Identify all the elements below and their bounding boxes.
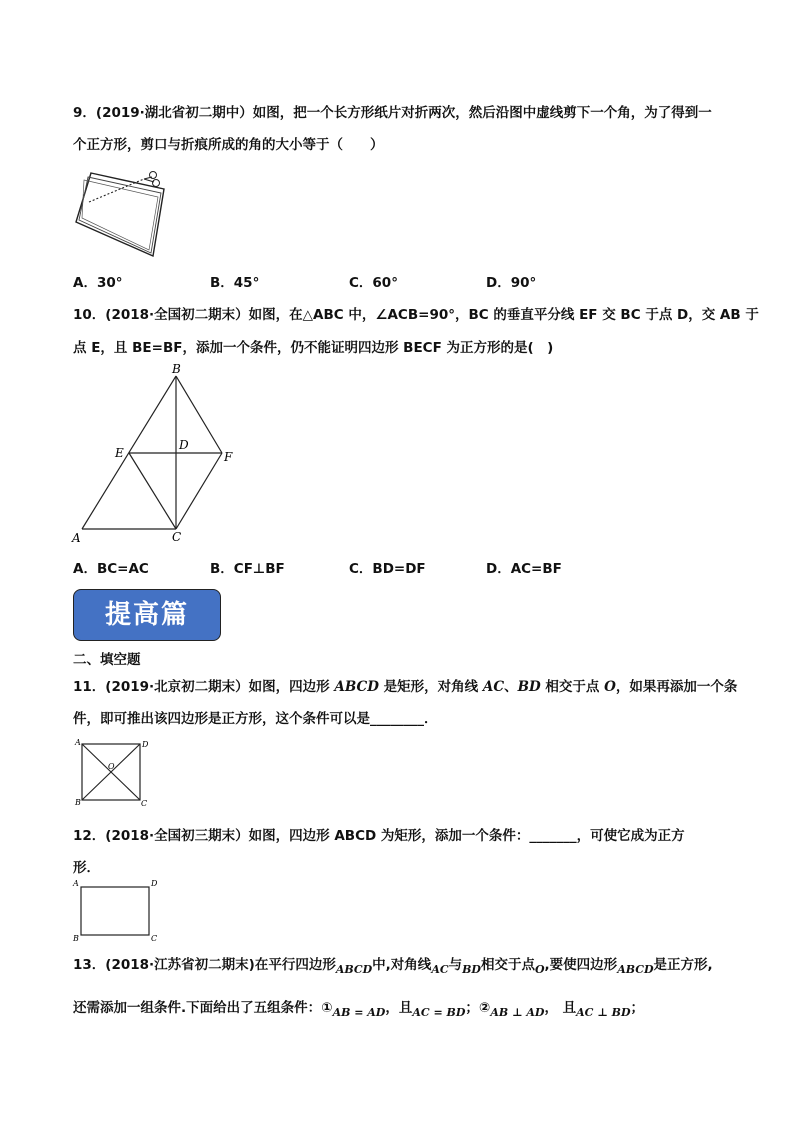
q10-option-a: A．BC=AC xyxy=(73,561,149,577)
q13-line1 xyxy=(73,953,713,976)
q9-option-c: C．60° xyxy=(349,275,398,291)
q10-option-c: C．BD=DF xyxy=(349,561,426,577)
section-banner-text: 提高篇 xyxy=(104,600,189,630)
q12-line2: 形． xyxy=(73,860,100,876)
q13-text-5: ,要使四边形 xyxy=(544,957,618,973)
q10-figure xyxy=(68,360,248,550)
q12-label-d: D xyxy=(151,879,158,888)
q9-option-d: D．90° xyxy=(486,275,537,291)
q11-line2: 件，即可推出该四边形是正方形，这个条件可以是________． xyxy=(73,711,438,727)
q11-ac: AC xyxy=(482,679,505,695)
q13-cond-3: AB ⊥ AD xyxy=(490,1006,545,1019)
q10-option-d: D．AC=BF xyxy=(486,561,562,577)
q11-line1 xyxy=(73,675,737,695)
q11-o: O xyxy=(604,679,616,695)
q11-label-a: A xyxy=(75,738,81,747)
q9-figure xyxy=(68,165,178,260)
q11-text-suffix: ，如果再添加一个条 xyxy=(615,679,738,695)
q11-figure xyxy=(70,736,155,808)
q11-label-d: D xyxy=(142,740,149,749)
q10-label-b: B xyxy=(172,362,181,376)
q12-label-b: B xyxy=(73,934,79,943)
q13-text-4: 相交于点 xyxy=(480,957,535,973)
q10-label-c: C xyxy=(172,530,182,544)
q10-line2: 点 E，且 BE=BF，添加一个条件，仍不能证明四边形 BECF 为正方形的是( ) xyxy=(73,340,554,356)
q11-text-mid2: 相交于点 xyxy=(540,679,605,695)
q12-figure xyxy=(70,876,165,944)
q9-line1: 9．(2019·湖北省初二期中）如图，把一个长方形纸片对折两次，然后沿图中虚线剪下一个角，为了得到一 xyxy=(73,105,712,121)
q13-math-bd: BD xyxy=(462,963,481,976)
q13-math-abcd-2: ABCD xyxy=(617,963,654,976)
q11-abcd: ABCD xyxy=(334,679,379,695)
q10-label-a: A xyxy=(72,531,81,545)
q13-text-6: 是正方形, xyxy=(653,957,713,973)
q13-cond-1: AB = AD xyxy=(332,1006,386,1019)
q13-line2 xyxy=(73,996,644,1019)
q11-bd: BD xyxy=(517,679,541,695)
q13-cond-4: AC ⊥ BD xyxy=(576,1006,631,1019)
q13-math-o: O xyxy=(534,963,545,976)
q10-label-d: D xyxy=(179,438,189,452)
q10-line1: 10．(2018·全国初二期末）如图，在△ABC 中，∠ACB=90°，BC 的垂直平分线 EF 交 BC 于点 D，交 AB 于 xyxy=(73,307,759,323)
q13-math-abcd-1: ABCD xyxy=(335,963,373,976)
q11-label-b: B xyxy=(75,798,81,807)
section-banner xyxy=(73,589,221,641)
q13-math-ac: AC xyxy=(431,963,449,976)
section-title: 二、填空题 xyxy=(73,652,141,668)
q13-text-10: ， 且 xyxy=(544,1000,577,1016)
q9-option-b: B．45° xyxy=(210,275,260,291)
q9-line2: 个正方形，剪口与折痕所成的角的大小等于（ ） xyxy=(73,137,384,153)
q13-cond-2: AC = BD xyxy=(412,1006,466,1019)
q13-text-7: 还需添加一组条件.下面给出了五组条件：① xyxy=(73,1000,333,1016)
q13-text-3: 与 xyxy=(448,957,463,973)
q11-text-mid1: 是矩形，对角线 xyxy=(378,679,483,695)
q11-label-c: C xyxy=(141,799,148,808)
q11-label-o: O xyxy=(108,762,115,771)
q12-label-a: A xyxy=(73,879,79,888)
q9-option-a: A．30° xyxy=(73,275,123,291)
q11-sep: 、 xyxy=(504,679,518,695)
q12-line1: 12．(2018·全国初三期末）如图，四边形 ABCD 为矩形，添加一个条件：_______，可使它成为正方 xyxy=(73,828,685,844)
q13-text-2: 中,对角线 xyxy=(372,957,432,973)
q13-text-9: ；② xyxy=(465,1000,491,1016)
q10-label-e: E xyxy=(115,446,124,460)
q13-text-8: ，且 xyxy=(385,1000,413,1016)
q13-text-1: 13．(2018·江苏省初二期末)在平行四边形 xyxy=(73,957,336,973)
q10-label-f: F xyxy=(224,450,233,464)
q13-text-11: ； xyxy=(630,1000,644,1016)
q12-label-c: C xyxy=(151,934,158,943)
q10-option-b: B．CF⊥BF xyxy=(210,561,285,577)
q11-text-prefix: 11．(2019·北京初二期末）如图，四边形 xyxy=(73,679,335,695)
